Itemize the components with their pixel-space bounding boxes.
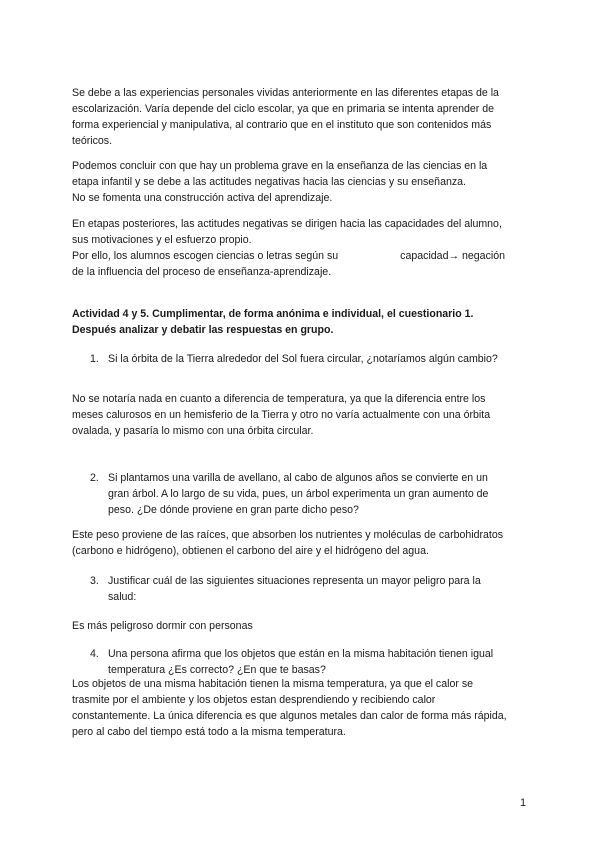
question-number: 2. [90,472,99,484]
text-line: sus motivaciones y el esfuerzo propio. [72,234,252,246]
question-1 [108,351,528,367]
text-line [72,248,532,264]
answer-2 [72,527,532,559]
question-number: 1. [90,353,99,365]
text-line: teóricos. [72,135,113,147]
answer-1 [72,391,532,439]
text-segment: capacidad→ negación [400,250,506,262]
answer-line: Este peso proviene de las raíces, que absorben los nutrientes y moléculas de carbohidratos [72,529,504,541]
text-line: escolarización. Varía depende del ciclo escolar, ya que en primaria se intenta aprender de [72,103,495,115]
answer-line: Es más peligroso dormir con personas [72,620,253,632]
text-line: No se fomenta una construcción activa del aprendizaje. [72,192,333,204]
page-number: 1 [520,797,527,809]
answer-line: Los objetos de una misma habitación tienen la misma temperatura, ya que el calor se [72,678,474,690]
question-line: gran árbol. A lo largo de su vida, pues, un árbol experimenta un gran aumento de [108,488,489,500]
paragraph-3 [72,216,532,248]
question-line: temperatura ¿Es correcto? ¿En que te basas? [108,664,326,676]
answer-3 [72,618,532,634]
question-line: salud: [108,591,137,603]
question-line: Una persona afirma que los objetos que están en la misma habitación tienen igual [108,648,494,660]
answer-4 [72,676,532,740]
text-line: de la influencia del proceso de enseñanza-aprendizaje. [72,266,332,278]
question-2 [108,470,528,518]
paragraph-2 [72,158,532,206]
text-line: forma experiencial y manipulativa, al contrario que en el instituto que son contenidos más [72,119,492,131]
paragraph-1 [72,85,532,149]
paragraph-4 [72,248,532,280]
text-line: Se debe a las experiencias personales vividas anteriormente en las diferentes etapas de la [72,87,499,99]
heading-line: Actividad 4 y 5. Cumplimentar, de forma anónima e individual, el cuestionario 1. [72,308,474,320]
activity-heading [72,306,532,338]
text-line: En etapas posteriores, las actitudes negativas se dirigen hacia las capacidades del alumno, [72,218,502,230]
question-line: peso. ¿De dónde proviene en gran parte dicho peso? [108,504,359,516]
text-segment: Por ello, los alumnos escogen ciencias o letras según su [72,250,339,262]
heading-line: Después analizar y debatir las respuestas en grupo. [72,324,334,336]
question-number: 4. [90,648,99,660]
answer-line: No se notaría nada en cuanto a diferencia de temperatura, ya que la diferencia entre los [72,393,486,405]
question-line: Justificar cuál de las siguientes situaciones representa un mayor peligro para la [108,575,481,587]
text-line: Podemos concluir con que hay un problema grave en la enseñanza de las ciencias en la [72,160,488,172]
question-4 [108,646,528,678]
answer-line: ovalada, y pasaría lo mismo con una órbita circular. [72,425,314,437]
answer-line: pero al cabo del tiempo está todo a la misma temperatura. [72,726,346,738]
answer-line: (carbono e hidrógeno), obtienen el carbono del aire y el hidrógeno del agua. [72,545,429,557]
question-3 [108,573,528,605]
answer-line: meses calurosos en un hemisferio de la Tierra y otro no varía actualmente con una órbita [72,409,491,421]
question-line: Si la órbita de la Tierra alrededor del Sol fuera circular, ¿notaríamos algún cambio? [108,353,498,365]
text-line: etapa infantil y se debe a las actitudes negativas hacia las ciencias y su enseñanza. [72,176,466,188]
answer-line: trasmite por el ambiente y los objetos estan desprendiendo y recibiendo calor [72,694,436,706]
answer-line: constantemente. La única diferencia es que algunos metales dan calor de forma más rápida, [72,710,507,722]
question-line: Si plantamos una varilla de avellano, al cabo de algunos años se convierte en un [108,472,488,484]
question-number: 3. [90,575,99,587]
